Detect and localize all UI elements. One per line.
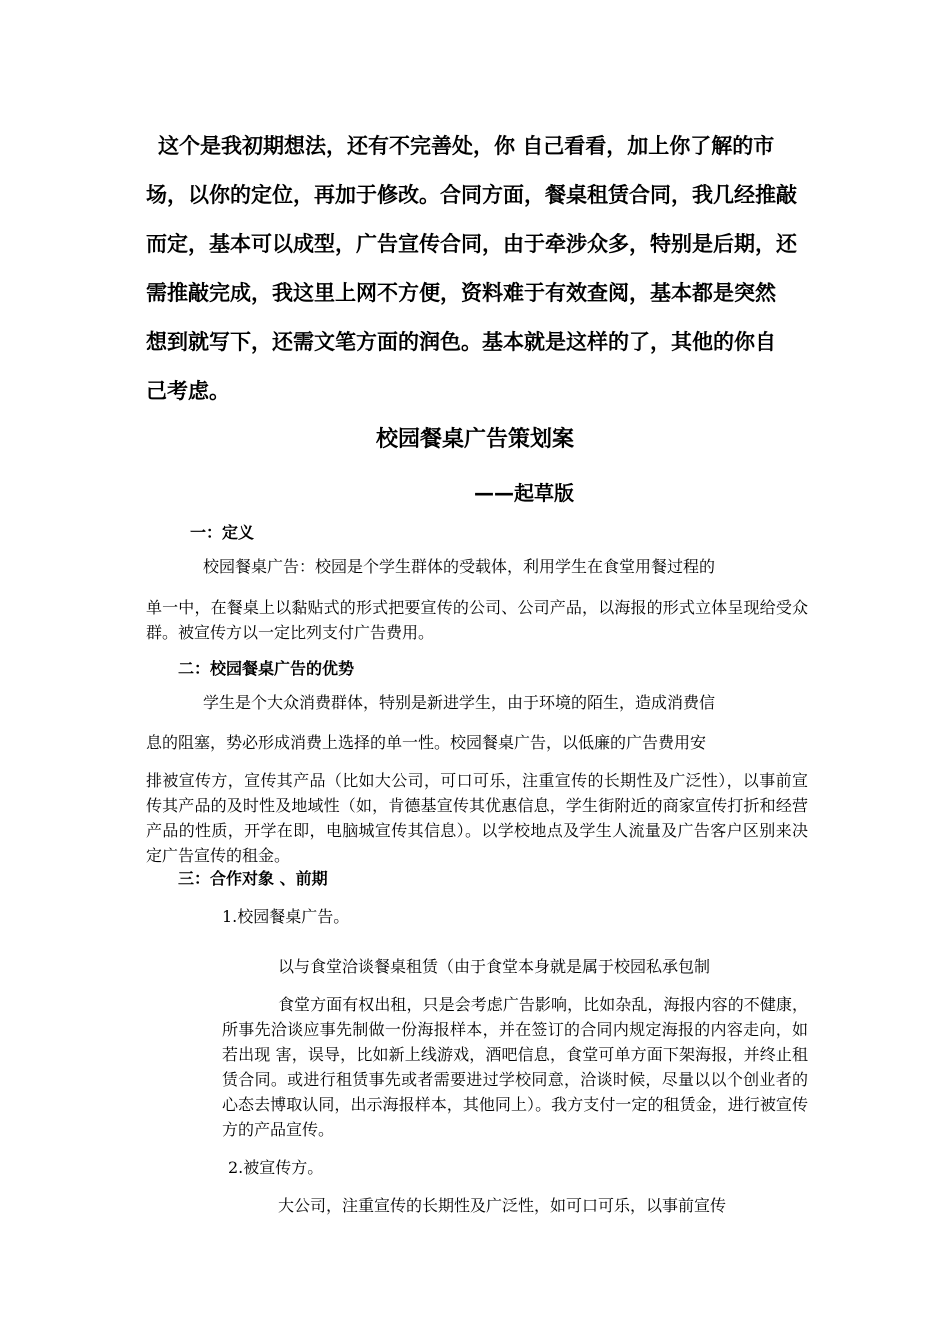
intro-line: 这个是我初期想法，还有不完善处，你 自己看看，加上你了解的市: [158, 134, 775, 158]
advantages-text: 息的阻塞，势必形成消费上选择的单一性。: [146, 733, 451, 752]
intro-line: 需推敲完成，我这里上网不方便，资料难于有效查阅，基本都是突然: [146, 281, 776, 305]
intro-line: 场，以你的定位，再加于修改。合同方面，餐桌租赁合同，我几经推敲: [146, 183, 797, 207]
partner-item-1: 1.校园餐桌广告。: [222, 907, 350, 926]
section-heading-partners: 三：合作对象 、前期: [178, 869, 328, 888]
document-subtitle: ——起草版: [474, 481, 574, 505]
section-heading-definition: 一：定义: [190, 523, 255, 542]
intro-line: 己考虑。: [146, 379, 230, 403]
partner-item-1-paragraph: 食堂方面有权出租，只是会考虑广告影响，比如杂乱，海报内容的不健康，所事先洽谈应事先制做一份海报样本，并在签订的合同内规定海报的内容走向，如若出现 害，误导，比如新上线游戏，酒吧信息，食堂可单方面下架海报，并终止租赁合同。或进行租赁事先或者需要进过学校同意，洽谈时候，尽量以以个创业者的心态去博取认同，出示海报样本，其他同上）。我方支付一定的租赁金，进行被宣传方的产品宣传。: [222, 995, 808, 1139]
section-heading-advantages: 二：校园餐桌广告的优势: [178, 659, 355, 678]
advantages-line-1: 学生是个大众消费群体，特别是新进学生，由于环境的陌生，造成消费信: [203, 693, 716, 712]
definition-term: 校园餐桌广告: [203, 557, 300, 576]
definition-text: ：校园是个学生群体的受载体，利用学生在食堂用餐过程的: [299, 557, 716, 576]
document-title: 校园餐桌广告策划案: [375, 427, 574, 452]
partner-item-1-line: 以与食堂洽谈餐桌租赁（由于食堂本身就是属于校园私承包制: [278, 957, 711, 976]
advantages-paragraph: 排被宣传方，宣传其产品（比如大公司，可口可乐，注重宣传的长期性及广泛性），以事前宣传其产品的及时性及地域性（如，肯德基宣传其优惠信息，学生街附近的商家宣传打折和经营产品的性质，开学在即，电脑城宣传其信息）。以学校地点及学生人流量及广告客户区别来决定广告宣传的租金。: [146, 771, 808, 865]
intro-line: 想到就写下，还需文笔方面的润色。基本就是这样的了，其他的你自: [146, 330, 776, 354]
definition-paragraph: 单一中，在餐桌上以黏贴式的形式把要宣传的公司、公司产品，以海报的形式立体呈现给受众群。被宣传方以一定比列支付广告费用。: [146, 598, 808, 642]
advantages-term: 校园餐桌广告: [450, 733, 547, 752]
advantages-line-2: [146, 730, 816, 753]
partner-item-2: 2.被宣传方。: [228, 1158, 324, 1177]
advantages-text: ，以低廉的广告费用安: [546, 733, 707, 752]
partner-item-2-line: 大公司，注重宣传的长期性及广泛性，如可口可乐，以事前宣传: [278, 1196, 727, 1215]
definition-line-1: [203, 554, 813, 577]
intro-paragraph: [146, 122, 806, 416]
intro-line: 而定，基本可以成型，广告宣传合同，由于牵涉众多，特别是后期，还: [146, 232, 797, 256]
